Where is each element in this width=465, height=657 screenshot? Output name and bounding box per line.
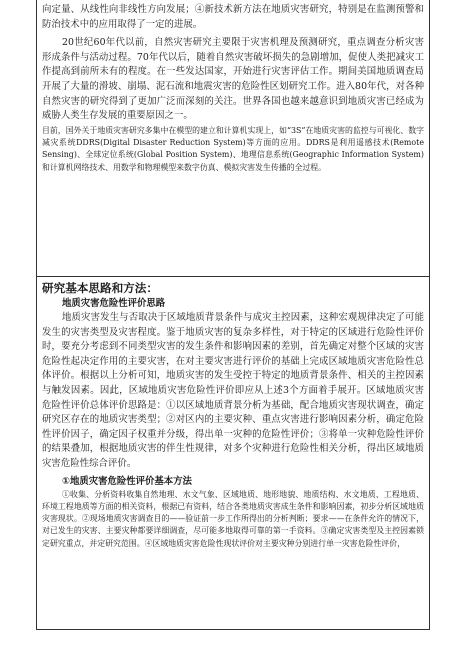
paragraph-history: 20世纪60年代以前，自然灾害研究主要限于灾害机理及预测研究，重点调查分析灾害形成条件与活动过程。70年代以后，随着自然灾害破坏损失的急剧增加，促使人类把减灾工作提高到前所未有的程度。在一些发达国家，开始进行灾害评估工作。期间美国地质调查局开展了大量的滑坡、崩塌、泥石流和地震灾害的危险性区划研究工作。进入80年代，对各种自然灾害的研究得到了更加广泛而深刻的关注。世界各国也越来越意识到地质灾害已经成为威胁人类生存发展的重要原因之一。: [42, 37, 424, 122]
section-box-background: [36, 0, 430, 277]
section-box-methods: [36, 276, 430, 630]
section-heading: 研究基本思路和方法：: [42, 281, 158, 295]
paragraph-methods: ①收集、分析资料收集自然地理、水文气象、区域地质、地形地貌、地质结构、水文地质、工程地质、环境工程地质等方面的相关资料，根据已有资料，结合各类地质灾害成生条件和影响因素，初步分析区域地质灾害现状。②现场地质灾害调查目的——验证前一步工作所得出的分析判断；要求——在条件允许的情况下，对已发生的灾害、主要灾种都要详细调查，尽可能多地取得可靠的第一手资料。③确定灾害类型及主控因素锁定研究重点，并定研究范围。④区域地质灾害危险性现状评价对主要灾种分别进行单一灾害危险性评价，: [42, 489, 424, 548]
section-background-content: [42, 3, 424, 174]
subheading-methods: ①地质灾害危险性评价基本方法: [62, 475, 192, 487]
paragraph-continuation: 向定量、从线性向非线性方向发展；④新技术新方法在地质灾害研究，特别是在监测预警和防治技术中的应用取得了一定的进展。: [42, 4, 424, 30]
section-methods-content: [42, 280, 424, 550]
paragraph-approach: 地质灾害发生与否取决于区域地质背景条件与成灾主控因素，这种宏观规律决定了可能发生的灾害类型及灾害程度。鉴于地质灾害的复杂多样性，对于特定的区域进行危险性评价时，要充分考虑到不同类型灾害的发生条件和影响因素的差别，首先确定对整个区域的灾害危险性起决定作用的主要灾害，在对主要灾害进行评价的基础上完成区域地质灾害危险性总体评价。根据以上分析可知，地质灾害的发生受控于特定的地质背景条件、相关的主控因素与触发因素。因此，区域地质灾害危险性评价即应从上述3个方面着手展开。区域地质灾害危险性评价总体评价思路是：①以区域地质背景分析为基础，配合地质灾害现状调查，确定研究区存在的地质灾害类型；②对区内的主要灾种、重点灾害进行影响因素分析，确定危险性评价因子，确定因子权重并分级，得出单一灾种的危险性评价；③将单一灾种危险性评价的结果叠加，根据地质灾害的伴生性规律，对多个灾种进行危险性相关分析，得出区域地质灾害危险性综合评价。: [42, 312, 424, 469]
note-foreign-research: 目前，国外关于地质灾害研究多集中在模型的建立和计算机实现上，如“3S”在地质灾害的监控与可视化、数字减灾系统DDRS(Digital Disaster Reduction System)等方面的应用。DDRS是利用遥感技术(Remote Sensing)、全球定位系统(Global Position System)、地理信息系统(Geographic Information System)和计算机网络技术、用数学和物理模型来数字仿真、模拟灾害发生传播的全过程。: [42, 125, 424, 172]
subheading-approach: 地质灾害危险性评价思路: [62, 298, 166, 309]
document-page: [36, 0, 430, 640]
